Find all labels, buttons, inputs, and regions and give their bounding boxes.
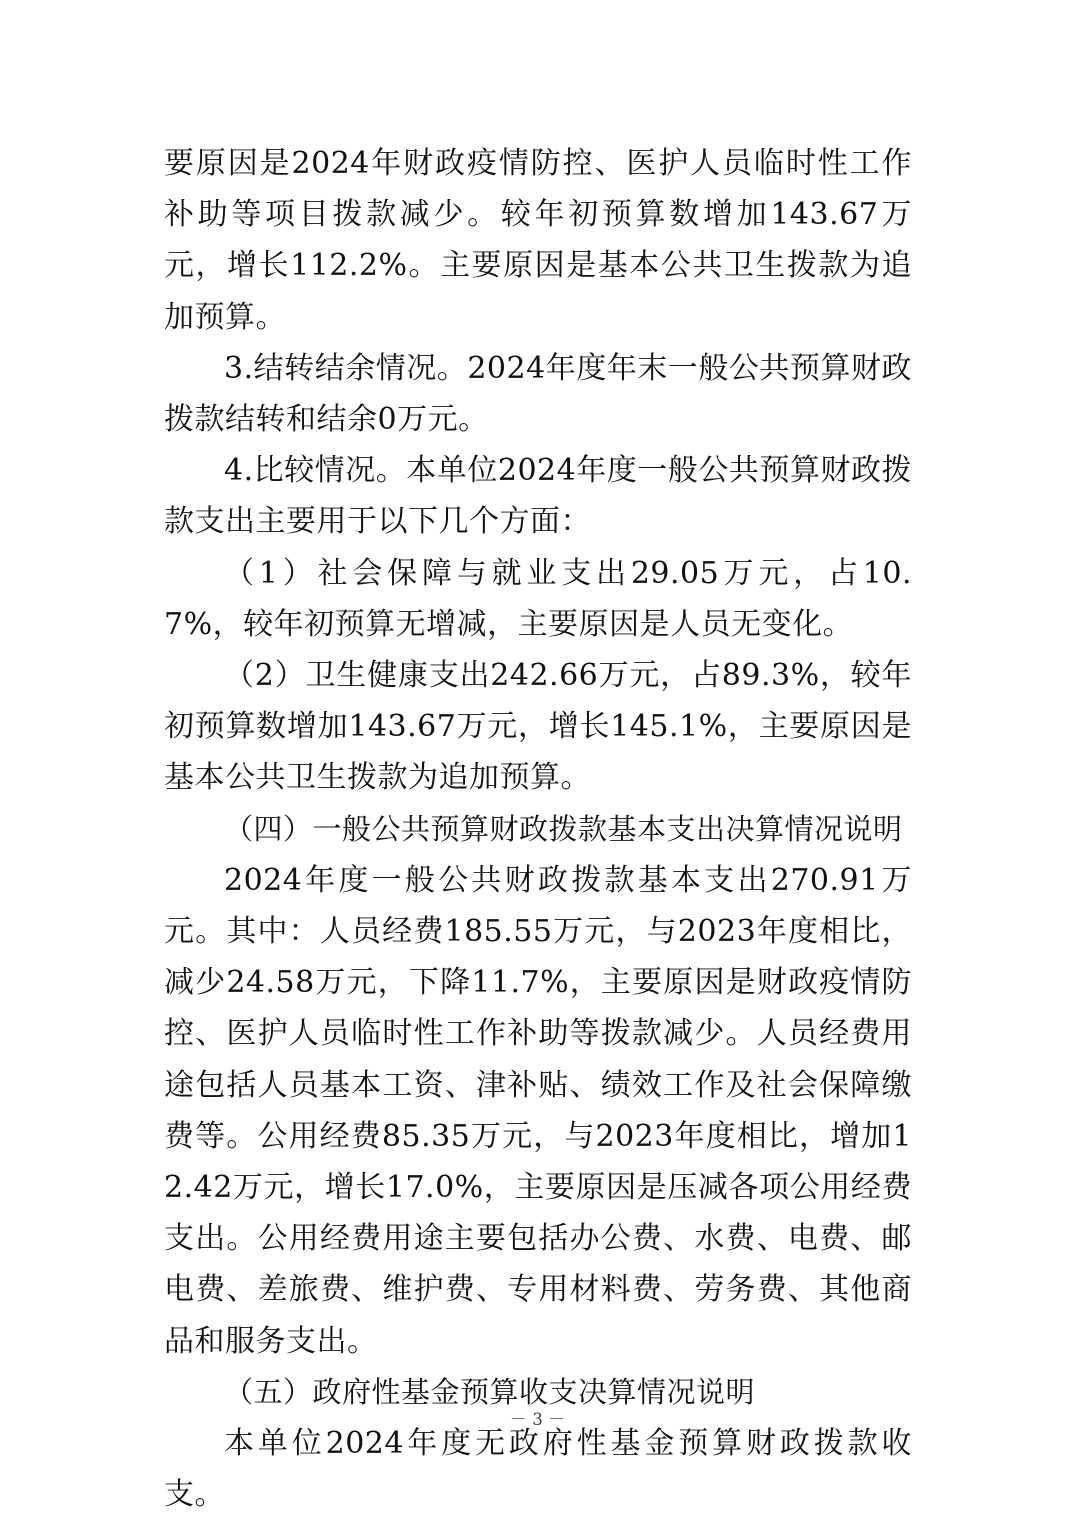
document-body <box>164 138 912 1520</box>
paragraph-government-fund: 本单位2024年度无政府性基金预算财政拨款收支。 <box>164 1426 912 1513</box>
page-number: － 3 － <box>509 1410 566 1430</box>
section-heading-basic-expenditure: （四）一般公共预算财政拨款基本支出决算情况说明 <box>224 811 903 846</box>
paragraph-health-expenditure: （2）卫生健康支出242.66万元，占89.3%，较年初预算数增加143.67万元，增长145.1%，主要原因是基本公共卫生拨款为追加预算。 <box>164 658 912 796</box>
paragraph-continuation: 要原因是2024年财政疫情防控、医护人员临时性工作补助等项目拨款减少。较年初预算数增加143.67万元，增长112.2%。主要原因是基本公共卫生拨款为追加预算。 <box>164 146 912 335</box>
paragraph-social-security: （1）社会保障与就业支出29.05万元，占10.7%，较年初预算无增减，主要原因是人员无变化。 <box>164 555 912 642</box>
paragraph-comparison: 4.比较情况。本单位2024年度一般公共预算财政拨款支出主要用于以下几个方面： <box>164 453 912 540</box>
paragraph-basic-expenditure: 2024年度一般公共财政拨款基本支出270.91万元。其中：人员经费185.55万元，与2023年度相比，减少24.58万元，下降11.7%，主要原因是财政疫情防控、医护人员临时性工作补助等拨款减少。人员经费用途包括人员基本工资、津补贴、绩效工作及社会保障缴费等。公用经费85.35万元，与2023年度相比，增加12.42万元，增长17.0%，主要原因是压减各项公用经费支出。公用经费用途主要包括办公费、水费、电费、邮电费、差旅费、维护费、专用材料费、劳务费、其他商品和服务支出。 <box>164 862 912 1359</box>
paragraph-carryover-balance: 3.结转结余情况。2024年度年末一般公共预算财政拨款结转和结余0万元。 <box>164 350 912 438</box>
section-heading-government-fund: （五）政府性基金预算收支决算情况说明 <box>224 1374 756 1409</box>
